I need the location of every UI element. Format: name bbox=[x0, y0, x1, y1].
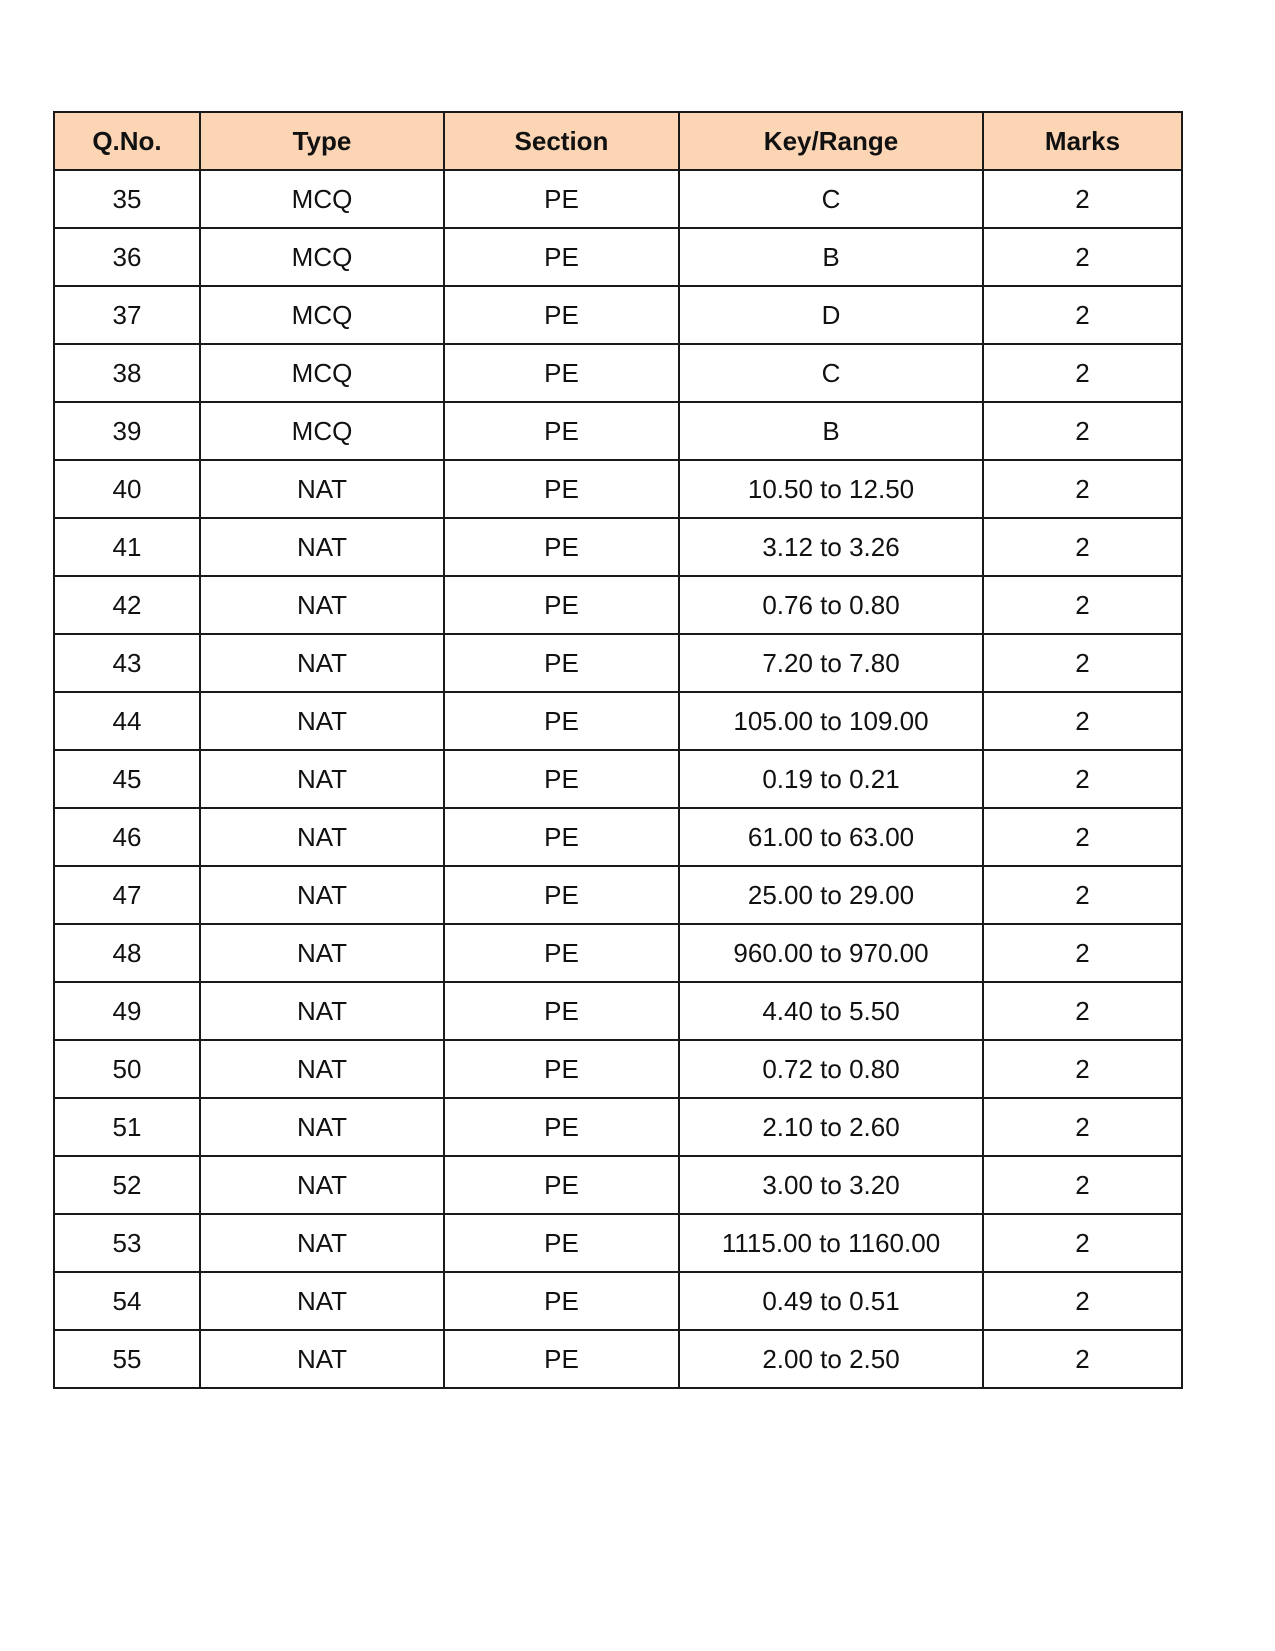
type-cell: NAT bbox=[200, 1098, 444, 1156]
marks-cell: 2 bbox=[983, 1156, 1182, 1214]
qno-cell: 40 bbox=[54, 460, 200, 518]
key-range-cell: C bbox=[679, 170, 983, 228]
marks-cell: 2 bbox=[983, 1272, 1182, 1330]
section-cell: PE bbox=[444, 518, 679, 576]
section-cell: PE bbox=[444, 982, 679, 1040]
type-cell: NAT bbox=[200, 460, 444, 518]
qno-cell: 44 bbox=[54, 692, 200, 750]
marks-cell: 2 bbox=[983, 460, 1182, 518]
type-cell: NAT bbox=[200, 1040, 444, 1098]
key-range-cell: 0.49 to 0.51 bbox=[679, 1272, 983, 1330]
marks-cell: 2 bbox=[983, 1040, 1182, 1098]
type-cell: NAT bbox=[200, 1156, 444, 1214]
answer-key-sheet bbox=[53, 111, 1181, 1389]
marks-cell: 2 bbox=[983, 750, 1182, 808]
section-cell: PE bbox=[444, 170, 679, 228]
table-row bbox=[54, 924, 1182, 982]
type-cell: MCQ bbox=[200, 170, 444, 228]
key-range-cell: 3.12 to 3.26 bbox=[679, 518, 983, 576]
key-range-cell: 10.50 to 12.50 bbox=[679, 460, 983, 518]
qno-cell: 45 bbox=[54, 750, 200, 808]
section-cell: PE bbox=[444, 866, 679, 924]
key-range-cell: 2.10 to 2.60 bbox=[679, 1098, 983, 1156]
type-cell: NAT bbox=[200, 518, 444, 576]
qno-cell: 47 bbox=[54, 866, 200, 924]
qno-cell: 36 bbox=[54, 228, 200, 286]
table-row bbox=[54, 1156, 1182, 1214]
type-cell: NAT bbox=[200, 750, 444, 808]
key-range-cell: 0.72 to 0.80 bbox=[679, 1040, 983, 1098]
qno-cell: 55 bbox=[54, 1330, 200, 1388]
table-row bbox=[54, 402, 1182, 460]
qno-cell: 53 bbox=[54, 1214, 200, 1272]
type-cell: NAT bbox=[200, 866, 444, 924]
key-range-cell: 105.00 to 109.00 bbox=[679, 692, 983, 750]
table-row bbox=[54, 460, 1182, 518]
key-range-cell: 4.40 to 5.50 bbox=[679, 982, 983, 1040]
header-row bbox=[54, 112, 1182, 170]
section-cell: PE bbox=[444, 808, 679, 866]
header-type: Type bbox=[200, 112, 444, 170]
qno-cell: 43 bbox=[54, 634, 200, 692]
marks-cell: 2 bbox=[983, 228, 1182, 286]
type-cell: MCQ bbox=[200, 286, 444, 344]
marks-cell: 2 bbox=[983, 634, 1182, 692]
marks-cell: 2 bbox=[983, 1330, 1182, 1388]
key-range-cell: 0.76 to 0.80 bbox=[679, 576, 983, 634]
type-cell: NAT bbox=[200, 634, 444, 692]
table-row bbox=[54, 1330, 1182, 1388]
qno-cell: 54 bbox=[54, 1272, 200, 1330]
qno-cell: 52 bbox=[54, 1156, 200, 1214]
header-qno: Q.No. bbox=[54, 112, 200, 170]
marks-cell: 2 bbox=[983, 344, 1182, 402]
qno-cell: 51 bbox=[54, 1098, 200, 1156]
section-cell: PE bbox=[444, 750, 679, 808]
key-range-cell: D bbox=[679, 286, 983, 344]
type-cell: MCQ bbox=[200, 344, 444, 402]
key-range-cell: 0.19 to 0.21 bbox=[679, 750, 983, 808]
marks-cell: 2 bbox=[983, 402, 1182, 460]
section-cell: PE bbox=[444, 344, 679, 402]
qno-cell: 35 bbox=[54, 170, 200, 228]
qno-cell: 48 bbox=[54, 924, 200, 982]
qno-cell: 41 bbox=[54, 518, 200, 576]
header-marks: Marks bbox=[983, 112, 1182, 170]
marks-cell: 2 bbox=[983, 924, 1182, 982]
table-row bbox=[54, 286, 1182, 344]
qno-cell: 39 bbox=[54, 402, 200, 460]
marks-cell: 2 bbox=[983, 1098, 1182, 1156]
section-cell: PE bbox=[444, 1040, 679, 1098]
key-range-cell: 960.00 to 970.00 bbox=[679, 924, 983, 982]
section-cell: PE bbox=[444, 1214, 679, 1272]
marks-cell: 2 bbox=[983, 170, 1182, 228]
type-cell: NAT bbox=[200, 924, 444, 982]
table-row bbox=[54, 1098, 1182, 1156]
table-row bbox=[54, 808, 1182, 866]
section-cell: PE bbox=[444, 402, 679, 460]
marks-cell: 2 bbox=[983, 692, 1182, 750]
qno-cell: 49 bbox=[54, 982, 200, 1040]
qno-cell: 50 bbox=[54, 1040, 200, 1098]
qno-cell: 37 bbox=[54, 286, 200, 344]
section-cell: PE bbox=[444, 228, 679, 286]
key-range-cell: 7.20 to 7.80 bbox=[679, 634, 983, 692]
type-cell: MCQ bbox=[200, 402, 444, 460]
marks-cell: 2 bbox=[983, 518, 1182, 576]
header-key-range: Key/Range bbox=[679, 112, 983, 170]
section-cell: PE bbox=[444, 286, 679, 344]
table-row bbox=[54, 170, 1182, 228]
table-row bbox=[54, 576, 1182, 634]
table-row bbox=[54, 692, 1182, 750]
section-cell: PE bbox=[444, 1330, 679, 1388]
table-row bbox=[54, 1040, 1182, 1098]
key-range-cell: 1115.00 to 1160.00 bbox=[679, 1214, 983, 1272]
type-cell: NAT bbox=[200, 692, 444, 750]
key-range-cell: 25.00 to 29.00 bbox=[679, 866, 983, 924]
marks-cell: 2 bbox=[983, 286, 1182, 344]
table-body bbox=[54, 170, 1182, 1388]
key-range-cell: B bbox=[679, 402, 983, 460]
table-row bbox=[54, 1272, 1182, 1330]
table-row bbox=[54, 518, 1182, 576]
type-cell: NAT bbox=[200, 1214, 444, 1272]
section-cell: PE bbox=[444, 1156, 679, 1214]
section-cell: PE bbox=[444, 1272, 679, 1330]
section-cell: PE bbox=[444, 692, 679, 750]
section-cell: PE bbox=[444, 576, 679, 634]
header-section: Section bbox=[444, 112, 679, 170]
marks-cell: 2 bbox=[983, 1214, 1182, 1272]
section-cell: PE bbox=[444, 1098, 679, 1156]
table-row bbox=[54, 750, 1182, 808]
type-cell: NAT bbox=[200, 576, 444, 634]
table-row bbox=[54, 866, 1182, 924]
table-row bbox=[54, 982, 1182, 1040]
marks-cell: 2 bbox=[983, 866, 1182, 924]
type-cell: NAT bbox=[200, 982, 444, 1040]
section-cell: PE bbox=[444, 634, 679, 692]
marks-cell: 2 bbox=[983, 576, 1182, 634]
type-cell: NAT bbox=[200, 808, 444, 866]
table-row bbox=[54, 1214, 1182, 1272]
table-row bbox=[54, 344, 1182, 402]
marks-cell: 2 bbox=[983, 982, 1182, 1040]
marks-cell: 2 bbox=[983, 808, 1182, 866]
key-range-cell: 2.00 to 2.50 bbox=[679, 1330, 983, 1388]
answer-key-table bbox=[53, 111, 1183, 1389]
table-row bbox=[54, 228, 1182, 286]
key-range-cell: 3.00 to 3.20 bbox=[679, 1156, 983, 1214]
key-range-cell: 61.00 to 63.00 bbox=[679, 808, 983, 866]
qno-cell: 42 bbox=[54, 576, 200, 634]
key-range-cell: C bbox=[679, 344, 983, 402]
section-cell: PE bbox=[444, 460, 679, 518]
qno-cell: 46 bbox=[54, 808, 200, 866]
type-cell: MCQ bbox=[200, 228, 444, 286]
type-cell: NAT bbox=[200, 1330, 444, 1388]
key-range-cell: B bbox=[679, 228, 983, 286]
type-cell: NAT bbox=[200, 1272, 444, 1330]
section-cell: PE bbox=[444, 924, 679, 982]
qno-cell: 38 bbox=[54, 344, 200, 402]
table-row bbox=[54, 634, 1182, 692]
